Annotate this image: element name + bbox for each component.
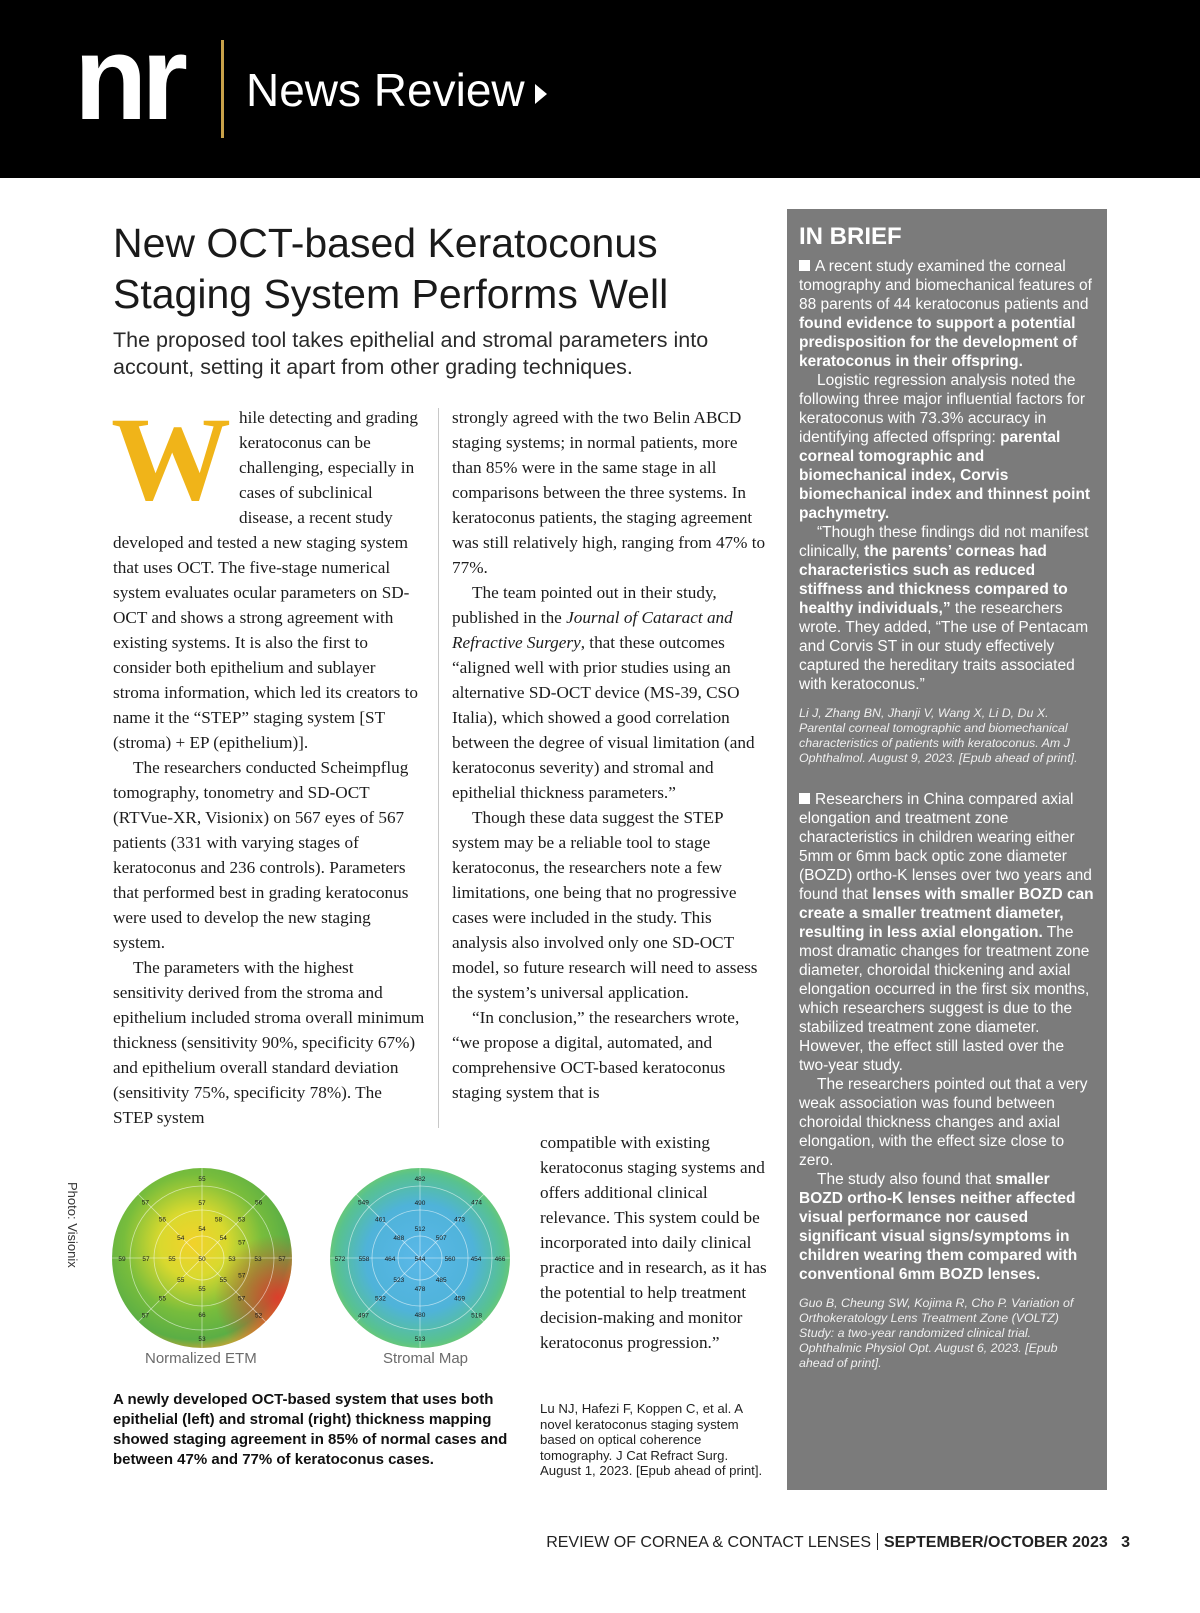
map-value-label: 518 bbox=[471, 1312, 483, 1320]
map-value-label: 513 bbox=[414, 1336, 426, 1343]
sidebar-heading: IN BRIEF bbox=[799, 223, 902, 250]
map-value-label: 497 bbox=[357, 1312, 369, 1320]
map-value-label: 55 bbox=[168, 1256, 176, 1263]
publication-name: REVIEW OF CORNEA & CONTACT LENSES bbox=[546, 1534, 871, 1551]
section-title bbox=[246, 62, 547, 118]
article-column-3 bbox=[540, 1130, 768, 1355]
bullet-square-icon bbox=[799, 793, 810, 804]
sidebar-reference: Guo B, Cheung SW, Kojima R, Cho P. Variation of Orthokeratology Lens Treatment Zone (VOLTZ) Study: a two-year randomized clinical trial. Ophthalmic Physiol Opt. August 6, 2023. [Epub ahead of print]. bbox=[799, 1296, 1074, 1370]
map-value-label: 57 bbox=[142, 1256, 150, 1263]
map-value-label: 57 bbox=[198, 1200, 206, 1207]
sidebar-text: Researchers in China compared axial elongation and treatment zone characteristics in children wearing either 5mm or 6mm back optic zone diameter (BOZD) ortho-K lenses over two years and found that bbox=[799, 791, 1092, 903]
paragraph bbox=[452, 580, 768, 805]
map-value-label: 57 bbox=[237, 1295, 246, 1303]
map-value-label: 454 bbox=[470, 1256, 482, 1263]
sidebar-paragraph bbox=[799, 790, 1095, 1075]
map-value-label: 56 bbox=[158, 1216, 167, 1224]
paragraph-text: The team pointed out in their study, published in the bbox=[452, 583, 717, 627]
map-value-label: 560 bbox=[444, 1256, 456, 1263]
map-value-label: 474 bbox=[471, 1199, 483, 1207]
photo-credit: Photo: Visionix bbox=[65, 1182, 80, 1268]
map-value-label: 532 bbox=[374, 1295, 386, 1303]
map-value-label: 52 bbox=[254, 1312, 263, 1320]
page-number: 3 bbox=[1121, 1534, 1130, 1551]
article-dek: The proposed tool takes epithelial and stromal parameters into account, setting it apart from other grading techniques. bbox=[113, 328, 709, 379]
map-value-label: 58 bbox=[214, 1216, 223, 1224]
sidebar-reference: Li J, Zhang BN, Jhanji V, Wang X, Li D, Du X. Parental corneal tomographic and biomechanical characteristics of patients with keratoconus. Am J Ophthalmol. August 9, 2023. [Epub ahead of print]. bbox=[799, 706, 1078, 765]
issue-date: SEPTEMBER/OCTOBER 2023 bbox=[883, 1534, 1108, 1551]
sidebar-text: the researchers wrote. They added, “The use of Pentacam and Corvis ST in our study effectively captured the hereditary traits associated with keratoconus.” bbox=[799, 600, 1089, 693]
map-value-label: 461 bbox=[374, 1216, 386, 1224]
paragraph: The parameters with the highest sensitivity derived from the stroma and epithelium included stroma overall minimum thickness (sensitivity 90%, specificity 67%) and epithelium overall standard deviation (sensitivity 75%, specificity 78%). The STEP system bbox=[113, 958, 425, 1127]
etm-map-label: Normalized ETM bbox=[145, 1350, 257, 1367]
sidebar-paragraph bbox=[799, 257, 1095, 371]
bullet-square-icon bbox=[799, 260, 810, 271]
column-divider bbox=[438, 408, 439, 1128]
map-value-label: 572 bbox=[334, 1256, 346, 1263]
map-value-label: 464 bbox=[384, 1256, 396, 1263]
article-column-2 bbox=[452, 405, 768, 1105]
map-value-label: 512 bbox=[414, 1226, 426, 1233]
map-value-label: 54 bbox=[198, 1226, 206, 1233]
sidebar-paragraph bbox=[799, 523, 1095, 694]
map-value-label: 57 bbox=[141, 1199, 150, 1207]
map-value-label: 482 bbox=[414, 1176, 426, 1183]
play-arrow-icon bbox=[535, 84, 547, 104]
sidebar-bold-text: parental corneal tomographic and biomechanical index, Corvis biomechanical index and thinnest point pachymetry. bbox=[799, 429, 1091, 522]
sidebar-bold-text: lenses with smaller BOZD can create a smaller treatment diameter, resulting in less axial elongation. bbox=[799, 886, 1094, 941]
nr-logo: nr bbox=[74, 11, 182, 145]
map-value-label: 50 bbox=[198, 1256, 206, 1263]
map-value-label: 53 bbox=[198, 1336, 206, 1343]
map-value-label: 57 bbox=[278, 1256, 286, 1263]
drop-cap: W bbox=[111, 392, 231, 525]
map-value-label: 54 bbox=[177, 1234, 185, 1242]
map-value-label: 490 bbox=[414, 1200, 426, 1207]
masthead-banner bbox=[0, 0, 1200, 178]
map-value-label: 485 bbox=[435, 1277, 447, 1285]
etm-value-labels bbox=[118, 1176, 286, 1343]
map-value-label: 488 bbox=[393, 1234, 405, 1242]
sidebar-paragraph bbox=[799, 1170, 1095, 1284]
map-value-label: 66 bbox=[198, 1312, 206, 1319]
article-headline bbox=[113, 218, 743, 320]
map-value-label: 544 bbox=[414, 1256, 426, 1263]
map-value-label: 473 bbox=[454, 1216, 466, 1224]
paragraph: Though these data suggest the STEP system may be a reliable tool to stage keratoconus, the researchers note a few limitations, one being that no progressive cases were included in the study. This analysis also involved only one SD-OCT model, so future research will need to assess the system’s universal application. bbox=[452, 808, 758, 1002]
paragraph-text: , that these outcomes “aligned well with prior studies using an alternative SD-OCT device (MS-39, CSO Italia), which showed a good correlation between the degree of visual limitation (and keratoconus severity) and stromal and epithelial thickness parameters.” bbox=[452, 633, 755, 802]
sidebar-text: The most dramatic changes for treatment zone diameter, choroidal thickening and axial elongation occurred in the first six months, which researchers suggest is due to the stabilized treatment zone diameter. However, the effect still lasted over the two-year study. bbox=[799, 924, 1090, 1074]
map-value-label: 55 bbox=[158, 1295, 167, 1303]
page-footer bbox=[546, 1533, 1130, 1552]
paragraph: “In conclusion,” the researchers wrote, “we propose a digital, automated, and comprehensive OCT-based keratoconus staging system that is bbox=[452, 1008, 740, 1102]
article-column-1 bbox=[111, 392, 425, 1130]
map-value-label: 55 bbox=[198, 1176, 206, 1183]
stromal-map-label: Stromal Map bbox=[383, 1350, 469, 1367]
map-value-label: 59 bbox=[118, 1256, 126, 1263]
map-value-label: 57 bbox=[141, 1312, 150, 1320]
map-value-label: 55 bbox=[219, 1277, 227, 1285]
thickness-maps-figure bbox=[110, 1150, 530, 1380]
sidebar-bold-text: smaller BOZD ortho-K lenses neither affected visual performance nor caused significant visual signs/symptoms in children wearing them compared with conventional 6mm BOZD lenses. bbox=[799, 1171, 1078, 1283]
footer-divider bbox=[877, 1533, 878, 1550]
map-value-label: 53 bbox=[254, 1256, 262, 1263]
paragraph-text: hile detecting and grading keratoconus can be challenging, especially in cases of subclinical disease, a recent study developed and tested a new staging system that uses OCT. The five-stage numerical system evaluates ocular parameters on SD-OCT and shows a strong agreement with existing systems. It is also the first to consider both epithelium and sublayer stroma information, which led its creators to name it the “STEP” staging system [ST (stroma) + EP (epithelium)]. bbox=[113, 408, 419, 752]
logo-divider bbox=[221, 40, 224, 138]
headline-line-2: Staging System Performs Well bbox=[113, 271, 669, 317]
map-value-label: 56 bbox=[254, 1199, 263, 1207]
sidebar-bold-text: found evidence to support a potential predisposition for the development of keratoconus in their offspring. bbox=[799, 315, 1078, 370]
map-value-label: 459 bbox=[454, 1295, 466, 1303]
section-title-text: News Review bbox=[246, 64, 525, 116]
sidebar-bold-text: the parents’ corneas had characteristics such as reduced stiffness and thickness compared to healthy individuals,” bbox=[799, 543, 1068, 617]
sidebar-paragraph: The researchers pointed out that a very weak association was found between choroidal thickness changes and axial elongation, with the effect size close to zero. bbox=[799, 1076, 1088, 1169]
sidebar-text: “Though these findings did not manifest clinically, bbox=[799, 524, 1089, 560]
map-value-label: 55 bbox=[198, 1286, 206, 1293]
paragraph: strongly agreed with the two Belin ABCD staging systems; in normal patients, more than 85% were in the same stage in all comparisons between the three systems. In keratoconus patients, the staging agreement was still relatively high, ranging from 47% to 77%. bbox=[452, 408, 766, 577]
sidebar-text: Logistic regression analysis noted the following three major influential factors for keratoconus with 73.3% accuracy in identifying affected offspring: bbox=[799, 372, 1086, 446]
map-value-label: 57 bbox=[238, 1239, 246, 1247]
map-value-label: 54 bbox=[219, 1234, 227, 1242]
map-value-label: 507 bbox=[435, 1234, 447, 1242]
map-value-label: 55 bbox=[177, 1277, 185, 1285]
sidebar-text: The study also found that bbox=[817, 1171, 996, 1188]
sidebar-paragraph bbox=[799, 371, 1095, 523]
article-reference: Lu NJ, Hafezi F, Koppen C, et al. A novel keratoconus staging system based on optical coherence tomography. J Cat Refract Surg. August 1, 2023. [Epub ahead of print]. bbox=[540, 1401, 763, 1478]
map-value-label: 478 bbox=[414, 1286, 426, 1293]
paragraph bbox=[111, 392, 425, 755]
map-value-label: 523 bbox=[393, 1277, 405, 1285]
in-brief-sidebar bbox=[787, 209, 1107, 1490]
figure-caption: A newly developed OCT-based system that uses both epithelial (left) and stromal (right) thickness mapping showed staging agreement in 85% of normal cases and between 47% and 77% of keratoconus cases. bbox=[113, 1391, 508, 1468]
sidebar-spacer bbox=[799, 766, 1095, 790]
paragraph: The researchers conducted Scheimpflug tomography, tonometry and SD-OCT (RTVue-XR, Visionix) on 567 eyes of 567 patients (331 with varying stages of keratoconus and 236 controls). Parameters that performed best in grading keratoconus were used to develop the new staging system. bbox=[113, 758, 409, 952]
sidebar-text: A recent study examined the corneal tomography and biomechanical features of 88 parents of 44 keratoconus patients and bbox=[799, 258, 1092, 313]
headline-line-1: New OCT-based Keratoconus bbox=[113, 220, 658, 266]
map-value-label: 466 bbox=[494, 1256, 506, 1263]
map-value-label: 53 bbox=[228, 1256, 236, 1263]
stromal-value-labels bbox=[335, 1176, 506, 1343]
journal-title: Journal of Cataract and Refractive Surgery bbox=[452, 608, 733, 652]
paragraph: compatible with existing keratoconus staging systems and offers additional clinical relevance. This system could be incorporated into daily clinical practice and in research, as it has the potential to help treatment decision-making and monitor keratoconus progression.” bbox=[540, 1133, 767, 1352]
map-value-label: 53 bbox=[237, 1216, 246, 1224]
map-value-label: 549 bbox=[357, 1199, 369, 1207]
map-value-label: 57 bbox=[238, 1272, 246, 1280]
map-value-label: 480 bbox=[414, 1312, 426, 1319]
map-value-label: 558 bbox=[358, 1256, 370, 1263]
